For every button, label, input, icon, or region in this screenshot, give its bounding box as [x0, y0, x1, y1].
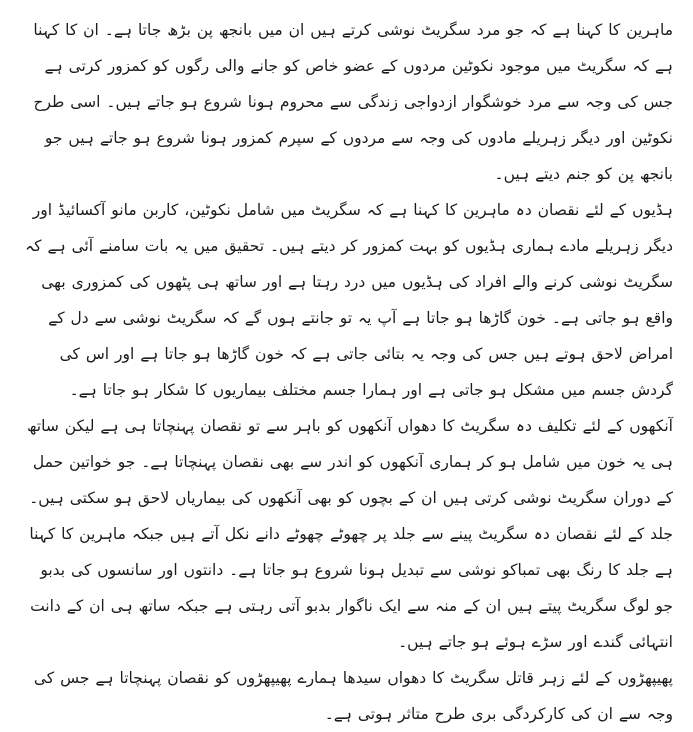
paragraph-infertility: ماہرین کا کہنا ہے کہ جو مرد سگریٹ نوشی کرتے ہیں ان میں بانجھ پن بڑھ جاتا ہے۔ ان کا کہنا ہے کہ سگریٹ میں موجود نکوٹین مردوں کے عضو خاص کو جانے والی رگوں کو کمزور کرتی ہے جس کی وجہ سے مرد خوشگوار ازدواجی زندگی سے محروم ہونا شروع ہو جاتے ہیں۔ اسی طرح نکوٹین اور دیگر زہریلے مادوں کی وجہ سے مردوں کے سپرم کمزور ہونا شروع ہو جاتے ہیں جو بانجھ پن کو جنم دیتے ہیں۔ [33, 21, 673, 183]
paragraph-bones-blood-eyes-skin-teeth: ہڈیوں کے لئے نقصان دہ ماہرین کا کہنا ہے کہ سگریٹ میں شامل نکوٹین، کاربن مانو آکسائیڈ اور دیگر زہریلے مادے ہماری ہڈیوں کو بہت کمزور کر دیتے ہیں۔ تحقیق میں یہ بات سامنے آئی ہے کہ سگریٹ نوشی کرنے والے افراد کی ہڈیوں میں درد رہتا ہے اور ساتھ ہی پٹھوں کی کمزوری بھی واقع ہو جاتی ہے۔ خون گاڑھا ہو جاتا ہے آپ یہ تو جانتے ہوں گے کہ سگریٹ نوشی سے دل کے امراض لاحق ہوتے ہیں جس کی وجہ یہ بتائی جاتی ہے کہ خون گاڑھا ہو جاتا ہے اور اس کی گردش جسم میں مشکل ہو جاتی ہے اور ہمارا جسم مختلف بیماریوں کا شکار ہو جاتا ہے۔ آنکھوں کے لئے تکلیف دہ سگریٹ کا دھواں آنکھوں کو باہر سے تو نقصان پہنچاتا ہی ہے لیکن ساتھ ہی یہ خون میں شامل ہو کر ہماری آنکھوں کو اندر سے بھی نقصان پہنچاتا ہے۔ جو خواتین حمل کے دوران سگریٹ نوشی کرتی ہیں ان کے بچوں کو بھی آنکھوں کی بیماریاں لاحق ہو سکتی ہیں۔ جلد کے لئے نقصان دہ سگریٹ پینے سے جلد پر چھوٹے چھوٹے دانے نکل آتے ہیں جبکہ ماہرین کا کہنا ہے جلد کا رنگ بھی تمباکو نوشی سے تبدیل ہونا شروع ہو جاتا ہے۔ دانتوں اور سانسوں کی بدبو جو لوگ سگریٹ پیتے ہیں ان کے منہ سے ایک ناگوار بدبو آتی رہتی ہے جبکہ ساتھ ہی ان کے دانت انتہائی گندے اور سڑے ہوئے ہو جاتے ہیں۔ [25, 201, 673, 651]
paragraph-lungs: پھیپھڑوں کے لئے زہر قاتل سگریٹ کا دھواں سیدھا ہمارے پھیپھڑوں کو نقصان پہنچاتا ہے جس کی وجہ سے ان کی کارکردگی بری طرح متاثر ہوتی ہے۔ [33, 669, 673, 723]
